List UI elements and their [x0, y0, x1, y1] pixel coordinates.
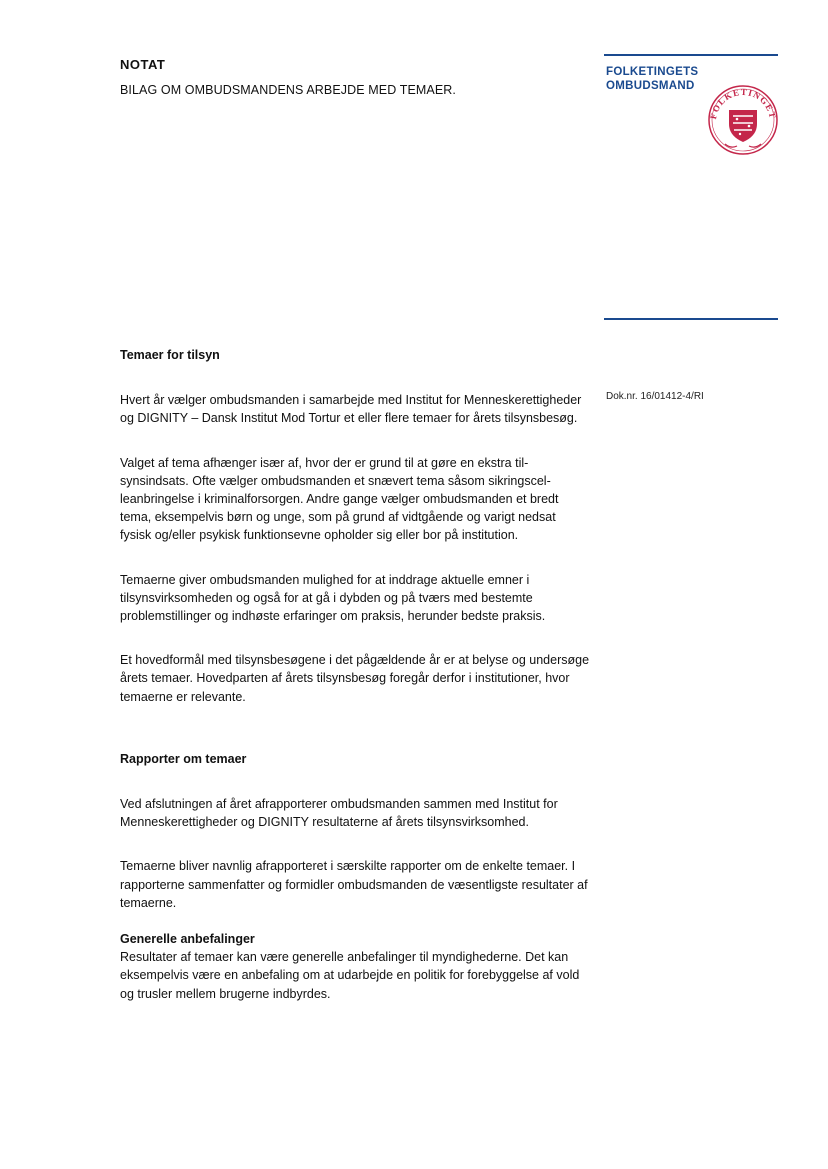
document-subject: BILAG OM OMBUDSMANDENS ARBEJDE MED TEMAER.: [120, 83, 456, 97]
paragraph: Et hovedformål med tilsynsbesøgene i det pågældende år er at belyse og undersøge årets temaer. Hovedparten af årets tilsynsbesøg foregår derfor i institutioner, hvor temaerne er relevante.: [120, 653, 590, 704]
paragraph: Temaerne bliver navnlig afrapporteret i særskilte rapporter om de enkelte temaer. I rapporterne sammenfatter og formidler ombudsmanden de væsentligste resultater af temaerne.: [120, 859, 588, 910]
section-heading-generelle-anbefalinger: Generelle anbefalinger: [120, 932, 255, 947]
logo-wordmark: [606, 65, 698, 93]
paragraph: Hvert år vælger ombudsmanden i samarbejde med Institut for Menneskerettigheder og DIGNITY – Dansk Institut Mod Tortur et eller flere temaer for årets tilsynsbesøg.: [120, 393, 582, 426]
svg-text:FOLKETINGET: FOLKETINGET: [708, 86, 778, 121]
section-heading-temaer-for-tilsyn: Temaer for tilsyn: [120, 348, 220, 362]
logo-top-rule: [604, 54, 778, 56]
folketinget-seal-icon: [707, 84, 779, 156]
section-heading-rapporter-om-temaer: Rapporter om temaer: [120, 751, 247, 766]
logo-bottom-rule: [604, 318, 778, 320]
paragraph: Ved afslutningen af året afrapporterer ombudsmanden sammen med Institut for Menneskerettigheder og DIGNITY resultaterne af årets tilsynsvirksomhed.: [120, 797, 558, 830]
logo-line-1: FOLKETINGETS: [606, 66, 699, 78]
paragraph: Resultater af temaer kan være generelle anbefalinger til myndighederne. Det kan eksempelvis være en anbefaling om at udarbejde en politik for forebyggelse af vold og trusler mellem brugerne indbyrdes.: [120, 950, 580, 1001]
logo-line-2: OMBUDSMAND: [606, 80, 695, 92]
paragraph: Valget af tema afhænger især af, hvor der er grund til at gøre en ekstra tilsynsindsats. Ofte vælger ombudsmanden et snævert tema såsom sikringscelleanbringelse i kriminalforsorgen. Andre gange vælger ombudsmanden et bredt tema, eksempelvis børn og unge, som på grund af vidtgående og varigt nedsat fysisk og/eller psykisk funktionsevne opholder sig eller bor på institution.: [120, 455, 559, 543]
document-type: NOTAT: [120, 57, 166, 72]
document-body: [120, 346, 590, 1003]
paragraph: Temaerne giver ombudsmanden mulighed for at inddrage aktuelle emner i tilsynsvirksomheden og også for at gå i dybden og på tværs med bestemte problemstillinger og indhøste erfaringer om praksis, herunder bedste praksis.: [120, 572, 546, 624]
document-number: Dok.nr. 16/01412-4/RI: [606, 391, 704, 402]
